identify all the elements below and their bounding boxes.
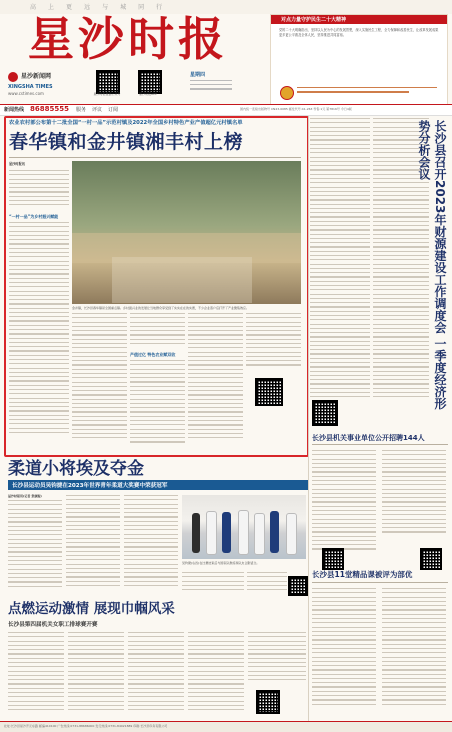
sports-byline: 星沙时报讯(记者 张康妮) <box>8 494 42 498</box>
lead-text-col5 <box>246 313 301 373</box>
top-slogans: 高上更远与城同行 <box>30 4 175 11</box>
course-headline: 长沙县11堂精品课被评为部优 <box>312 570 413 579</box>
edition-note: 国内统一连续出版物号 CN43-0085 邮发代号:41-263 零售:1元 第7816号 今日4版 <box>240 107 352 111</box>
lead-headline-rule <box>9 157 301 158</box>
recruit-headline: 长沙县机关事业单位公开招聘144人 <box>312 434 425 442</box>
recruit-text-col2 <box>382 450 446 560</box>
masthead-title: 星沙时报 <box>28 12 228 66</box>
wechat-label: 星沙时报微信公众号 <box>93 92 121 96</box>
footer-text: 社址:长沙县星沙开元东路 邮编410100 广告热线:0731-88686000 发行热线:0731-84021889 印刷:长沙县印务有限公司 <box>4 724 168 728</box>
recruit-text-col1 <box>312 450 376 560</box>
pe-headline: 点燃运动激情 展现巾帼风采 <box>8 601 175 617</box>
info-bar <box>0 104 452 116</box>
sports-text-col3 <box>124 495 178 592</box>
lead-text-col3a <box>130 313 185 349</box>
promo-emblem-icon <box>280 86 294 100</box>
lead-text-col4 <box>188 313 243 448</box>
pe-text-col3 <box>128 632 184 716</box>
sidebar-qr[interactable] <box>312 400 338 426</box>
lead-photo <box>72 161 301 304</box>
sports-photo-caption: 吴钧捷(右四)在比赛结束后与国家队教练和队友合影留念。 <box>182 561 260 565</box>
lead-headline: 春华镇和金井镇湘丰村上榜 <box>9 131 244 153</box>
recruit-qr[interactable] <box>322 548 344 570</box>
flag-review[interactable]: 评议 <box>92 107 103 113</box>
brand-logo <box>6 70 82 100</box>
sports-subhead: 长沙县运动员吴钧捷在2023年世界青年柔道大奖赛中荣获冠军 <box>8 480 308 490</box>
pe-qr[interactable] <box>256 690 280 714</box>
recruit-rule <box>312 444 448 445</box>
sports-photo <box>182 495 306 559</box>
app-label: 星沙时报APP <box>139 92 157 96</box>
brand-name-en: XINGSHA TIMES <box>8 84 53 90</box>
xingsha-logo-icon <box>8 72 18 82</box>
lead-qr[interactable] <box>255 378 283 406</box>
pe-text-col5 <box>248 632 306 686</box>
pe-text-col1 <box>8 632 64 716</box>
sidebar-text-col1 <box>310 118 370 418</box>
recruit-qr-2[interactable] <box>420 548 442 570</box>
sidebar-headline: 长沙县召开2023年财源建设工作调度会 一季度经济形势分析会议 <box>417 120 447 410</box>
lead-byline: 星沙时报讯 <box>9 162 25 166</box>
sports-text-col1 <box>8 500 62 592</box>
lead-text-col1b <box>9 222 69 448</box>
sports-text-col4 <box>182 572 244 594</box>
sports-qr[interactable] <box>288 576 308 596</box>
column-divider <box>308 116 309 721</box>
brand-site: www.cstimes.com <box>8 91 44 96</box>
wechat-qr <box>96 70 120 94</box>
promo-title: 对点力量守护民生二十大精神 <box>281 17 347 23</box>
flag-service[interactable]: 服务 <box>76 107 87 113</box>
hotline-label: 新闻热线 <box>4 107 25 113</box>
weekday-label: 星期四 <box>190 72 206 78</box>
date-lines <box>190 80 232 90</box>
pe-subhead: 长沙县第四届机关女职工排球赛开赛 <box>8 622 98 628</box>
sports-headline: 柔道小将埃及夺金 <box>8 459 144 479</box>
flag-subscribe[interactable]: 订阅 <box>108 107 119 113</box>
app-qr <box>138 70 162 94</box>
promo-sub <box>297 87 437 93</box>
brand-name: 星沙新闻网 <box>21 73 52 80</box>
lead-subhead-2: 产值过亿 特色农业赋双收 <box>130 352 176 357</box>
lead-text-col1a <box>9 170 69 212</box>
sports-text-col5 <box>247 572 287 594</box>
lead-text-col2 <box>72 313 127 448</box>
pe-text-col4 <box>188 632 244 716</box>
lead-text-col3b <box>130 360 185 448</box>
lead-kicker: 农业农村部公布第十二批全国“一村一品”示范村镇及2022年全国乡村特色产业产值超亿元村镇名单 <box>9 120 243 126</box>
promo-text: 党的二十大明确指出，坚持以人民为中心的发展思想，深入实施民生工程，全力保障和改善民生，让改革发展成果更多更公平惠及全体人民，坚持推进共同富裕。 <box>279 28 439 37</box>
lead-subhead-1: “一村一品”为乡村振兴赋能 <box>9 214 59 219</box>
hotline-number: 86885555 <box>30 105 69 113</box>
footer-bar <box>0 721 452 732</box>
sports-text-col2 <box>66 495 120 592</box>
lead-photo-caption: 金井镇，长沙县春华镇是全国重点镇。乡村振兴业的发展让当地群众享受到了实实在在的实惠，不少企业落户后打开了产业聚集效应。 <box>72 306 250 310</box>
promo-box <box>270 14 448 108</box>
course-rule <box>312 582 448 583</box>
course-text-col1 <box>312 588 376 716</box>
pe-text-col2 <box>68 632 124 716</box>
course-text-col2 <box>382 588 446 716</box>
